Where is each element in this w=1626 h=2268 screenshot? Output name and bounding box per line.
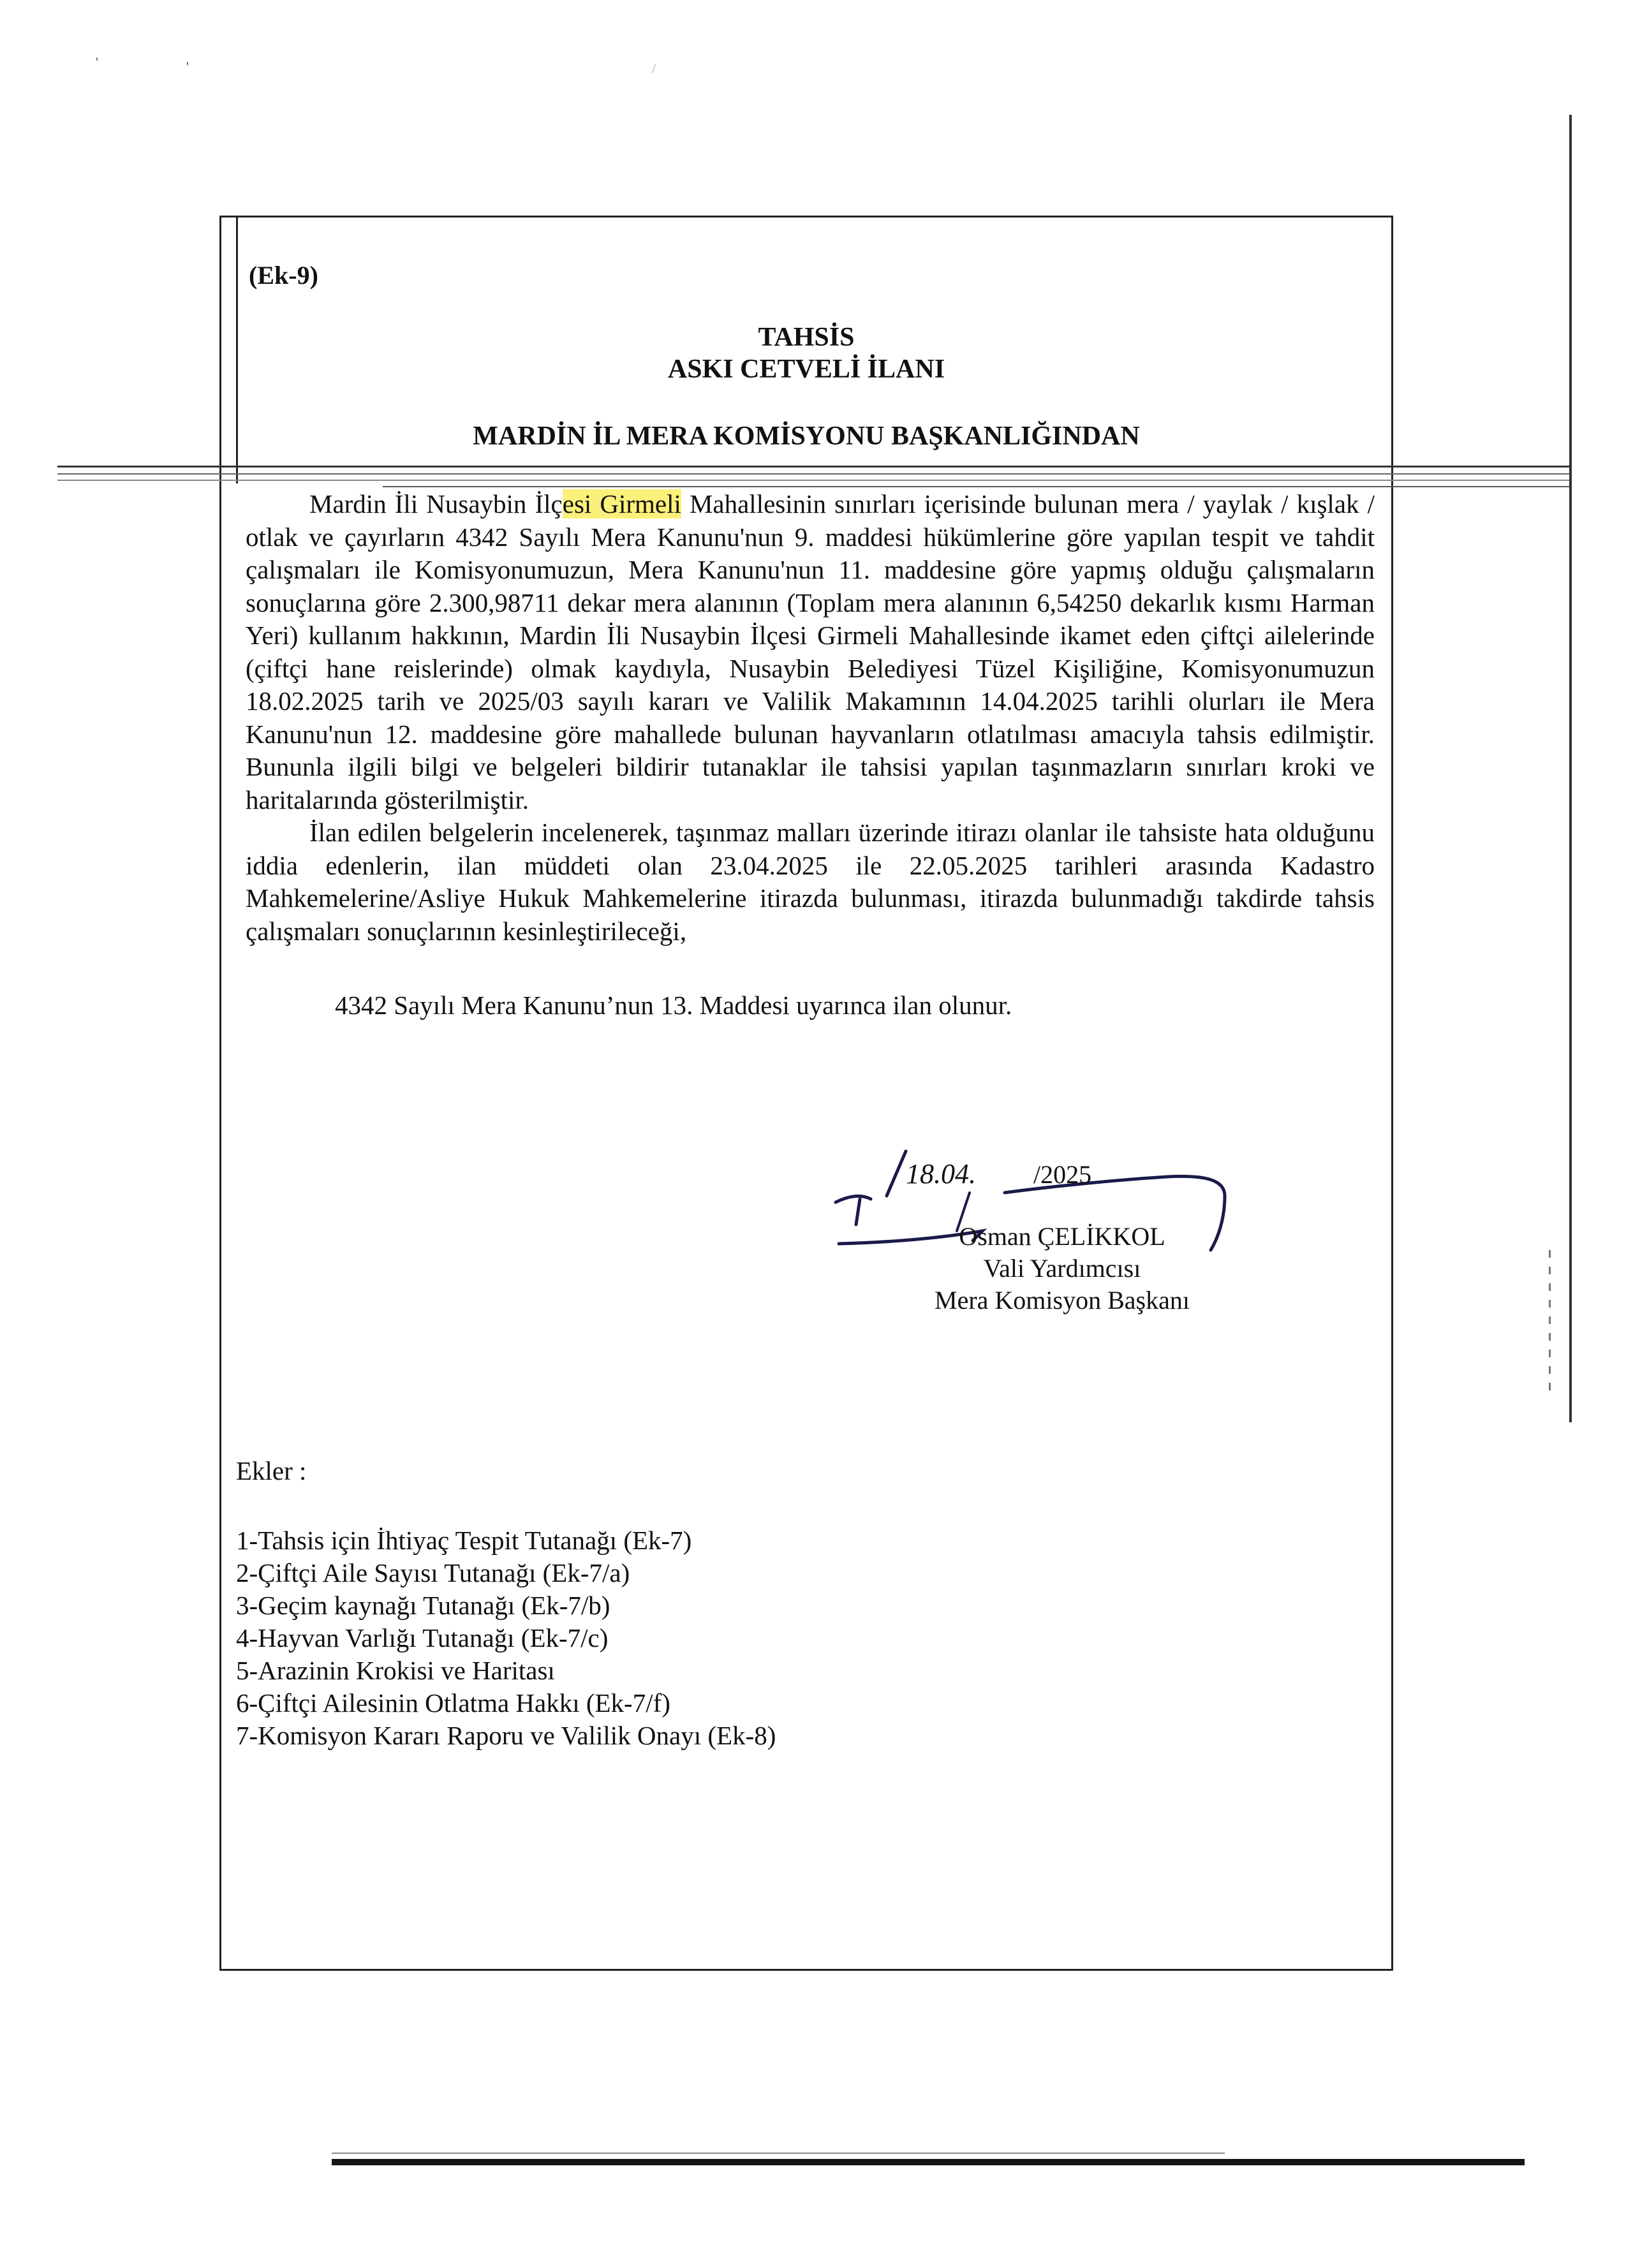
attachment-item: 1-Tahsis için İhtiyaç Tespit Tutanağı (Ek-7) <box>236 1526 692 1555</box>
bottom-rule <box>332 2159 1525 2165</box>
document-subtitle: ASKI CETVELİ İLANI <box>667 355 945 384</box>
scan-line <box>57 473 1569 475</box>
attachment-item: 7-Komisyon Kararı Raporu ve Valilik Onayı (Ek-8) <box>236 1721 776 1750</box>
paragraph-objection: İlan edilen belgelerin incelenerek, taşınmaz malları üzerinde itirazı olanlar ile tahsiste hata olduğunu iddia edenlerin, ilan müddeti olan 23.04.2025 ile 22.05.2025 tarihleri arasında Kadastro Mahkemelerine/Asliye Hukuk Mahkemelerine itirazda bulunması, itirazda bulunmadığı takdirde tahsis çalışmaları sonuçlarının kesinleştirileceği, <box>246 818 1375 946</box>
signatory-position: Mera Komisyon Başkanı <box>935 1286 1190 1314</box>
announcement-body <box>246 488 1375 948</box>
paragraph-rest: Mahallesinin sınırları içerisinde bulunan mera / yaylak / kışlak / otlak ve çayırların 4342 Sayılı Mera Kanunu'nun 9. maddesi hükümlerine göre yapılan tespit ve tahdit çalışmaları ile Komisyonumuzun, Mera Kanunu'nun 11. maddesine göre yapmış olduğu çalışmaların sonuçlarına göre 2.300,98711 dekar mera alanının (Toplam mera alanının 6,54250 dekarlık kısmı Harman Yeri) kullanım hakkının, Mardin İli Nusaybin İlçesi Girmeli Mahallesinde ikamet eden çiftçi ailelerinde (çiftçi hane reislerinde) olmak kaydıyla, Nusaybin Belediyesi Tüzel Kişiliğine, Komisyonumuzun 18.02.2025 tarih ve 2025/03 sayılı kararı ve Valilik Makamının 14.04.2025 tarihli olurları ile Mera Kanunu'nun 12. maddesine göre mahallede bulunan hayvanların otlatılması amacıyla tahsis edilmiştir. Bununla ilgili bilgi ve belgeleri bildirir tutanaklar ile tahsisi yapılan taşınmazların sınırları kroki ve haritalarında gösterilmiştir. <box>246 489 1375 814</box>
highlighted-text: esi Girmeli <box>562 489 681 519</box>
scan-line <box>383 486 1569 487</box>
attachments-list <box>236 1524 776 1752</box>
signatory-name: Osman ÇELİKKOL <box>959 1222 1165 1251</box>
paragraph-lead: Mardin İli Nusaybin İlç <box>309 489 563 519</box>
bottom-rule-faint <box>332 2153 1225 2154</box>
attachment-item: 4-Hayvan Varlığı Tutanağı (Ek-7/c) <box>236 1623 609 1653</box>
annex-label: (Ek-9) <box>249 261 318 290</box>
scan-line <box>57 466 1569 468</box>
attachments-label: Ekler : <box>236 1456 307 1485</box>
attachment-item: 6-Çiftçi Ailesinin Otlatma Hakkı (Ek-7/f) <box>236 1688 670 1718</box>
signature-date-year: /2025 <box>1033 1160 1092 1189</box>
page-edge-line <box>1569 115 1572 1422</box>
issuing-authority: MARDİN İL MERA KOMİSYONU BAŞKANLIĞINDAN <box>473 422 1140 451</box>
page-edge-dashed-line <box>1549 1250 1551 1397</box>
document-title: TAHSİS <box>758 323 855 352</box>
handwritten-date: 18.04. <box>906 1158 976 1189</box>
scan-mark: ' <box>96 54 98 70</box>
scan-line <box>57 480 1569 481</box>
attachment-item: 3-Geçim kaynağı Tutanağı (Ek-7/b) <box>236 1591 610 1620</box>
attachment-item: 2-Çiftçi Aile Sayısı Tutanağı (Ek-7/a) <box>236 1558 630 1587</box>
paragraph-allocation <box>246 488 1375 816</box>
signatory-title: Vali Yardımcısı <box>983 1254 1141 1283</box>
scan-mark: / <box>652 61 656 77</box>
attachment-item: 5-Arazinin Krokisi ve Haritası <box>236 1656 555 1685</box>
closing-line: 4342 Sayılı Mera Kanunu’nun 13. Maddesi uyarınca ilan olunur. <box>335 990 1012 1020</box>
scan-mark: ' <box>186 59 189 75</box>
